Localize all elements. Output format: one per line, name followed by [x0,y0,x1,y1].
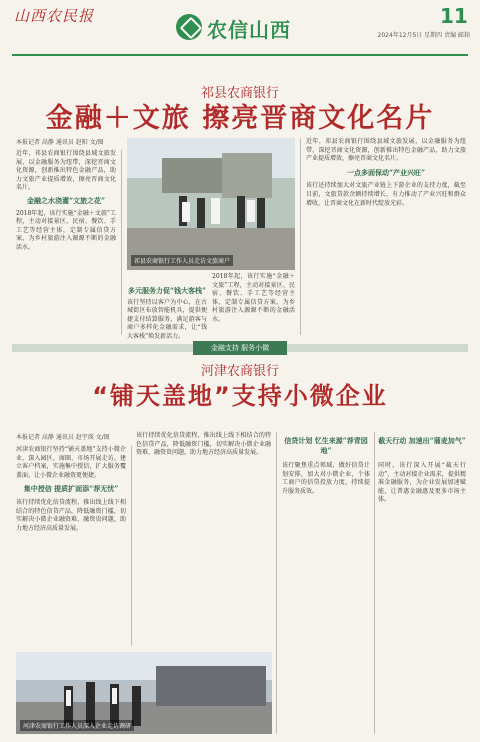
article2-subtitle: 河津农商银行 [200,364,279,379]
header-info: 2024年12月5日 星期四 责编 邮箱 [377,32,470,39]
article1-col1-text-b: 2018年起，该行实施“金融＋文旅”工程，主动对接景区、民宿、餐饮、手工艺等经营主体，定制专属信贷方案，为乡村旅游注入源源不断的金融活水。 [16,209,116,251]
article1-col3-heading: 一点多面保动“产业兴旺” [346,167,426,177]
page-number: 11 [440,4,468,28]
header-rule [12,54,468,56]
article2-col1-text-b: 该行持续优化信贷流程，推出线上线下相结合的特色信贷产品，降低融资门槛，切实解决小微企业融资难、融资贵问题，助力地方经济高质量发展。 [16,498,126,532]
article2-byline: 本报记者 高静 通讯员 赵宇瑛 文/图 [16,434,110,441]
article2-box2-text: 同时，该行深入开展“截天行动”，主动对接企业需求，提供精准金融服务，为企业发展加速赋能，让普惠金融惠及更多市场主体。 [378,462,466,504]
article2-photo [16,652,272,734]
article1-column-2 [127,273,207,340]
article1-col2-heading: 多元服务力促“钱大客栈” [127,286,207,295]
article1-col1-heading: 金融之水浇灌“文旅之花” [26,195,106,205]
section-banner-label: 金融支持 服务小微 [193,341,287,355]
column-divider [131,446,132,646]
article1-subtitle: 祁县农商银行 [200,86,279,101]
masthead: 山西农民报 [14,7,95,25]
article1-photo-image [127,138,295,270]
article1-photo [127,138,295,270]
article1-photo-caption: 祁县农商银行工作人员走访文旅商户 [131,255,233,266]
article1-column-1 [16,150,116,335]
article2-box1-column [282,462,370,734]
article2-title: “铺天盖地”支持小微企业 [92,382,388,410]
article2-photo-caption: 河津农商银行工作人员深入企业走访调研 [20,720,134,731]
article2-column-2 [136,432,271,646]
article2-col1-text-a: 河津农商银行坚持“铺天盖地”支持小微企业，深入园区、商圈、市场开展走访，建立客户档案，实施集中授信，扩大服务覆盖面，让小微企业融资更便捷。 [16,446,126,479]
page-header [0,0,480,52]
article1-col3-text-a: 近年，祁县农商银行围绕县域文旅发展，以金融服务为纽带，深挖晋商文化资源，创新推出特色金融产品，助力文旅产业提质增效，擦亮晋商文化名片。 [306,138,466,163]
article2-col2-text: 该行持续优化信贷流程，推出线上线下相结合的特色信贷产品，降低融资门槛，切实解决小微企业融资难、融资贵问题，助力地方经济高质量发展。 [136,432,271,457]
bank-logo-icon [176,14,202,40]
article1-col3-text-b: 该行还持续加大对文旅产业链上下游企业的支持力度，截至目前，文旅贷款余额持续增长，有力推动了产业兴旺和群众增收，让晋商文化在新时代绽放光彩。 [306,182,466,207]
article2-column-1 [16,446,126,646]
column-divider [276,432,277,734]
article1-column-2b [212,273,295,335]
article2-box1-heading: 信贷计划 忆生来源“荐青园地” [284,436,368,455]
column-divider [121,150,122,335]
article2-box1-text: 该行聚焦重点领域，做好信贷计划安排，加大对小微企业、个体工商户的信贷投放力度，持续提升服务质效。 [282,462,370,495]
article1-col1-text-a: 近年，祁县农商银行围绕县域文旅发展，以金融服务为纽带，深挖晋商文化资源，创新推出特色金融产品，助力文旅产业提质增效，擦亮晋商文化名片。 [16,150,116,192]
article1-title: 金融＋文旅 擦亮晋商文化名片 [45,103,435,134]
article1-column-3 [306,138,466,335]
article1-byline: 本报记者 高静 通讯员 赵阳 文/图 [16,139,104,146]
article1-col2b-text: 2018年起，该行实施“金融＋文旅”工程，主动对接景区、民宿、餐饮、手工艺等经营主体，定制专属信贷方案，为乡村旅游注入源源不断的金融活水。 [212,273,295,323]
article2-box2-column [378,462,466,734]
article2-box2-heading: 截天行动 加速出“蒲麦加气” [378,436,466,445]
column-divider [374,432,375,734]
article1-col2-text: 该行坚持以客户为中心，在古城街区布放智能机具，提供便捷支付结算服务，满足游客与商户多样化金融需求，让“钱大客栈”焕发新活力。 [127,298,207,340]
article2-col1-heading: 集中授信 提质扩面添“荐无忧” [23,484,119,494]
section-name: 农信山西 [207,18,291,42]
column-divider [300,138,301,335]
